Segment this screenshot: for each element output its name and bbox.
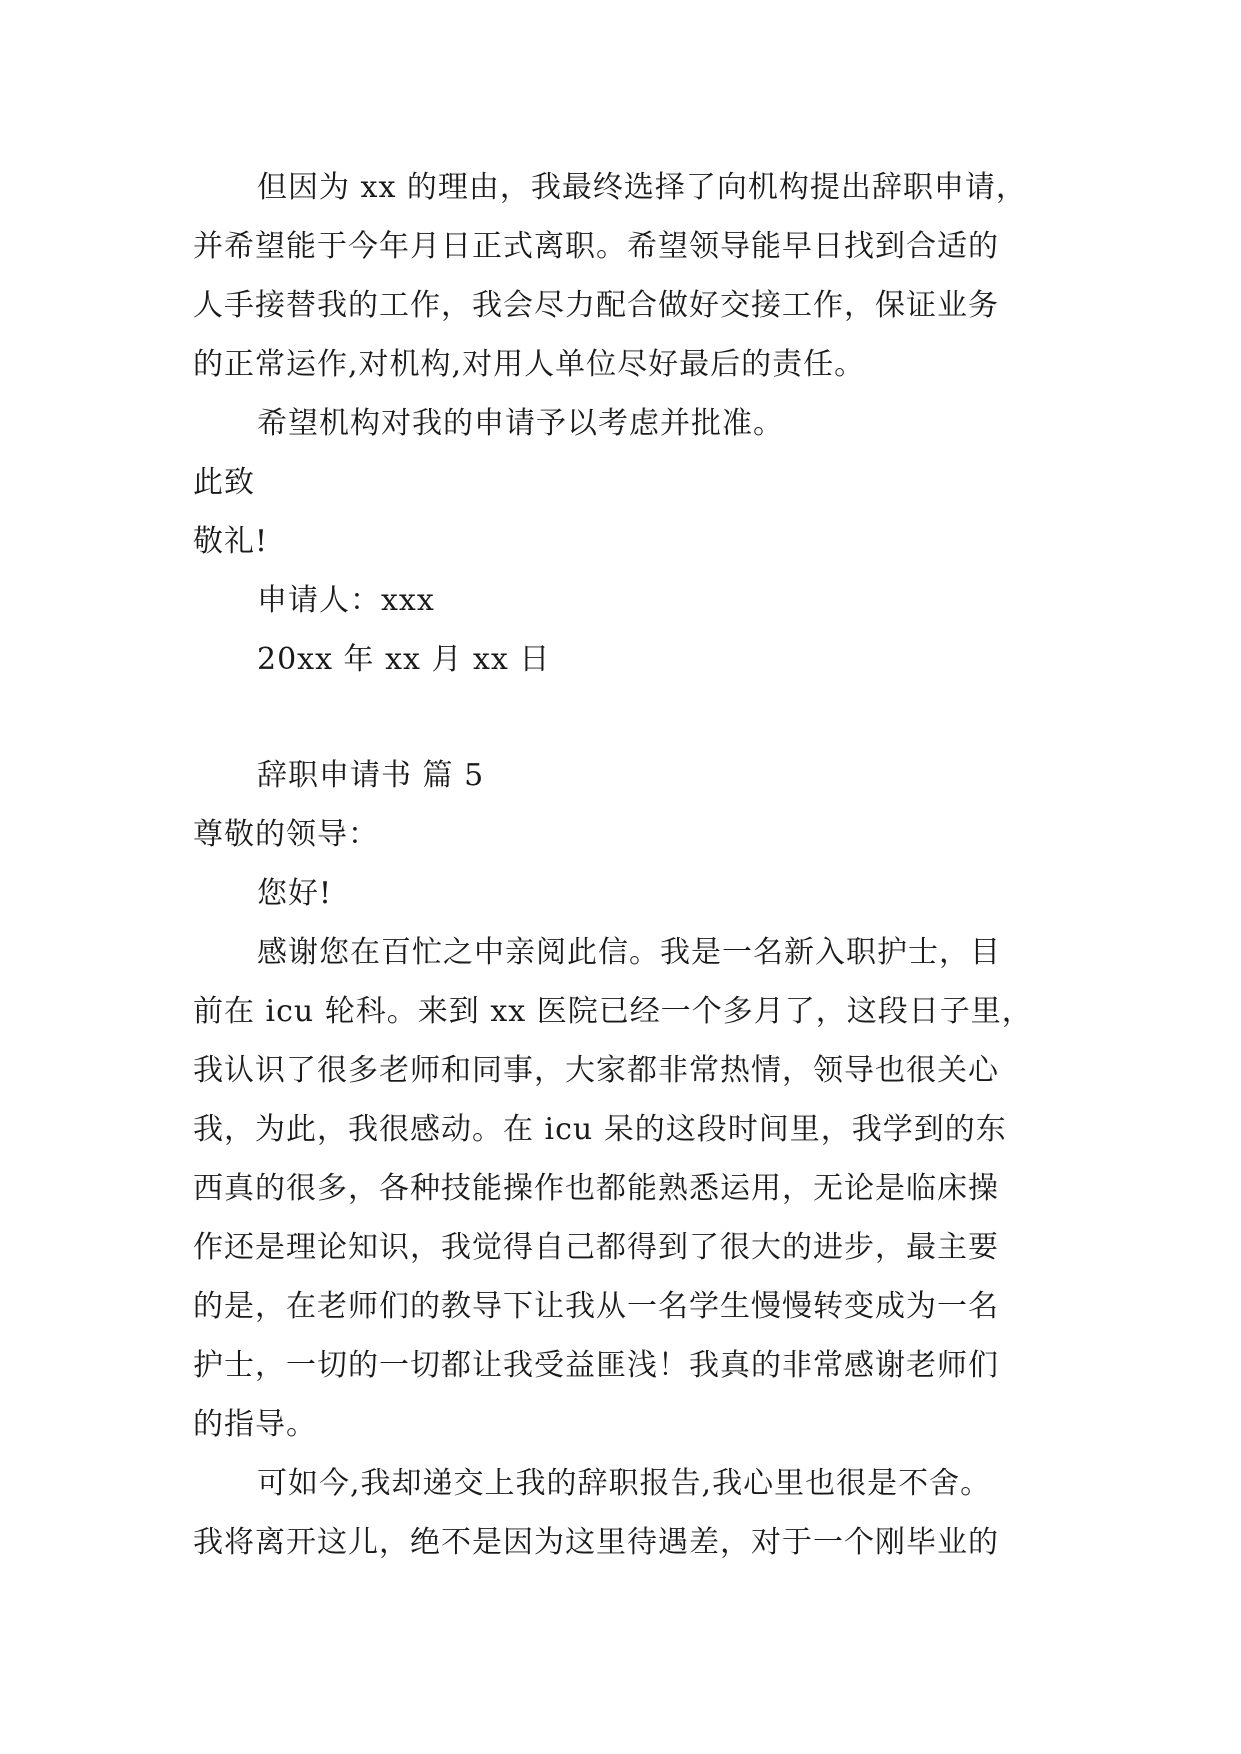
paragraph-line: 但因为 xx 的理由，我最终选择了向机构提出辞职申请， (257, 170, 1027, 205)
section-spacer (193, 689, 1063, 746)
closing-jing-li: 敬礼! (193, 524, 269, 559)
paragraph-line: 的正常运作,对机构,对用人单位尽好最后的责任。 (193, 347, 866, 382)
applicant-signature: 申请人：xxx (257, 583, 435, 618)
paragraph-line: 可如今,我却递交上我的辞职报告,我心里也很是不舍。 (257, 1466, 992, 1501)
paragraph-line: 感谢您在百忙之中亲阅此信。我是一名新入职护士，目 (257, 935, 1001, 970)
paragraph-line: 作还是理论知识，我觉得自己都得到了很大的进步，最主要 (193, 1230, 999, 1265)
paragraph-line: 的指导。 (193, 1407, 317, 1442)
section-title: 辞职申请书 篇 5 (257, 758, 485, 793)
closing-ci-zhi: 此致 (193, 465, 255, 500)
paragraph-resignation-reason (193, 158, 1063, 394)
paragraph-line: 护士，一切的一切都让我受益匪浅！我真的非常感谢老师们 (193, 1348, 999, 1383)
paragraph-line: 我，为此，我很感动。在 icu 呆的这段时间里，我学到的东 (193, 1112, 1007, 1147)
request-approval-line: 希望机构对我的申请予以考虑并批准。 (257, 406, 784, 441)
greeting: 您好! (257, 876, 333, 911)
paragraph-line: 的是，在老师们的教导下让我从一名学生慢慢转变成为一名 (193, 1289, 999, 1324)
signature-date: 20xx 年 xx 月 xx 日 (257, 642, 551, 677)
salutation: 尊敬的领导： (193, 817, 379, 852)
paragraph-gratitude (193, 923, 1063, 1454)
paragraph-line: 我认识了很多老师和同事，大家都非常热情，领导也很关心 (193, 1053, 999, 1088)
paragraph-line: 西真的很多，各种技能操作也都能熟悉运用，无论是临床操 (193, 1171, 999, 1206)
paragraph-line: 人手接替我的工作，我会尽力配合做好交接工作，保证业务 (193, 288, 999, 323)
paragraph-line: 前在 icu 轮科。来到 xx 医院已经一个多月了，这段日子里， (193, 994, 1033, 1029)
document-body (193, 158, 1063, 1572)
paragraph-line: 我将离开这儿，绝不是因为这里待遇差，对于一个刚毕业的 (193, 1525, 999, 1560)
paragraph-line: 并希望能于今年月日正式离职。希望领导能早日找到合适的 (193, 229, 999, 264)
paragraph-reluctance (193, 1454, 1063, 1572)
